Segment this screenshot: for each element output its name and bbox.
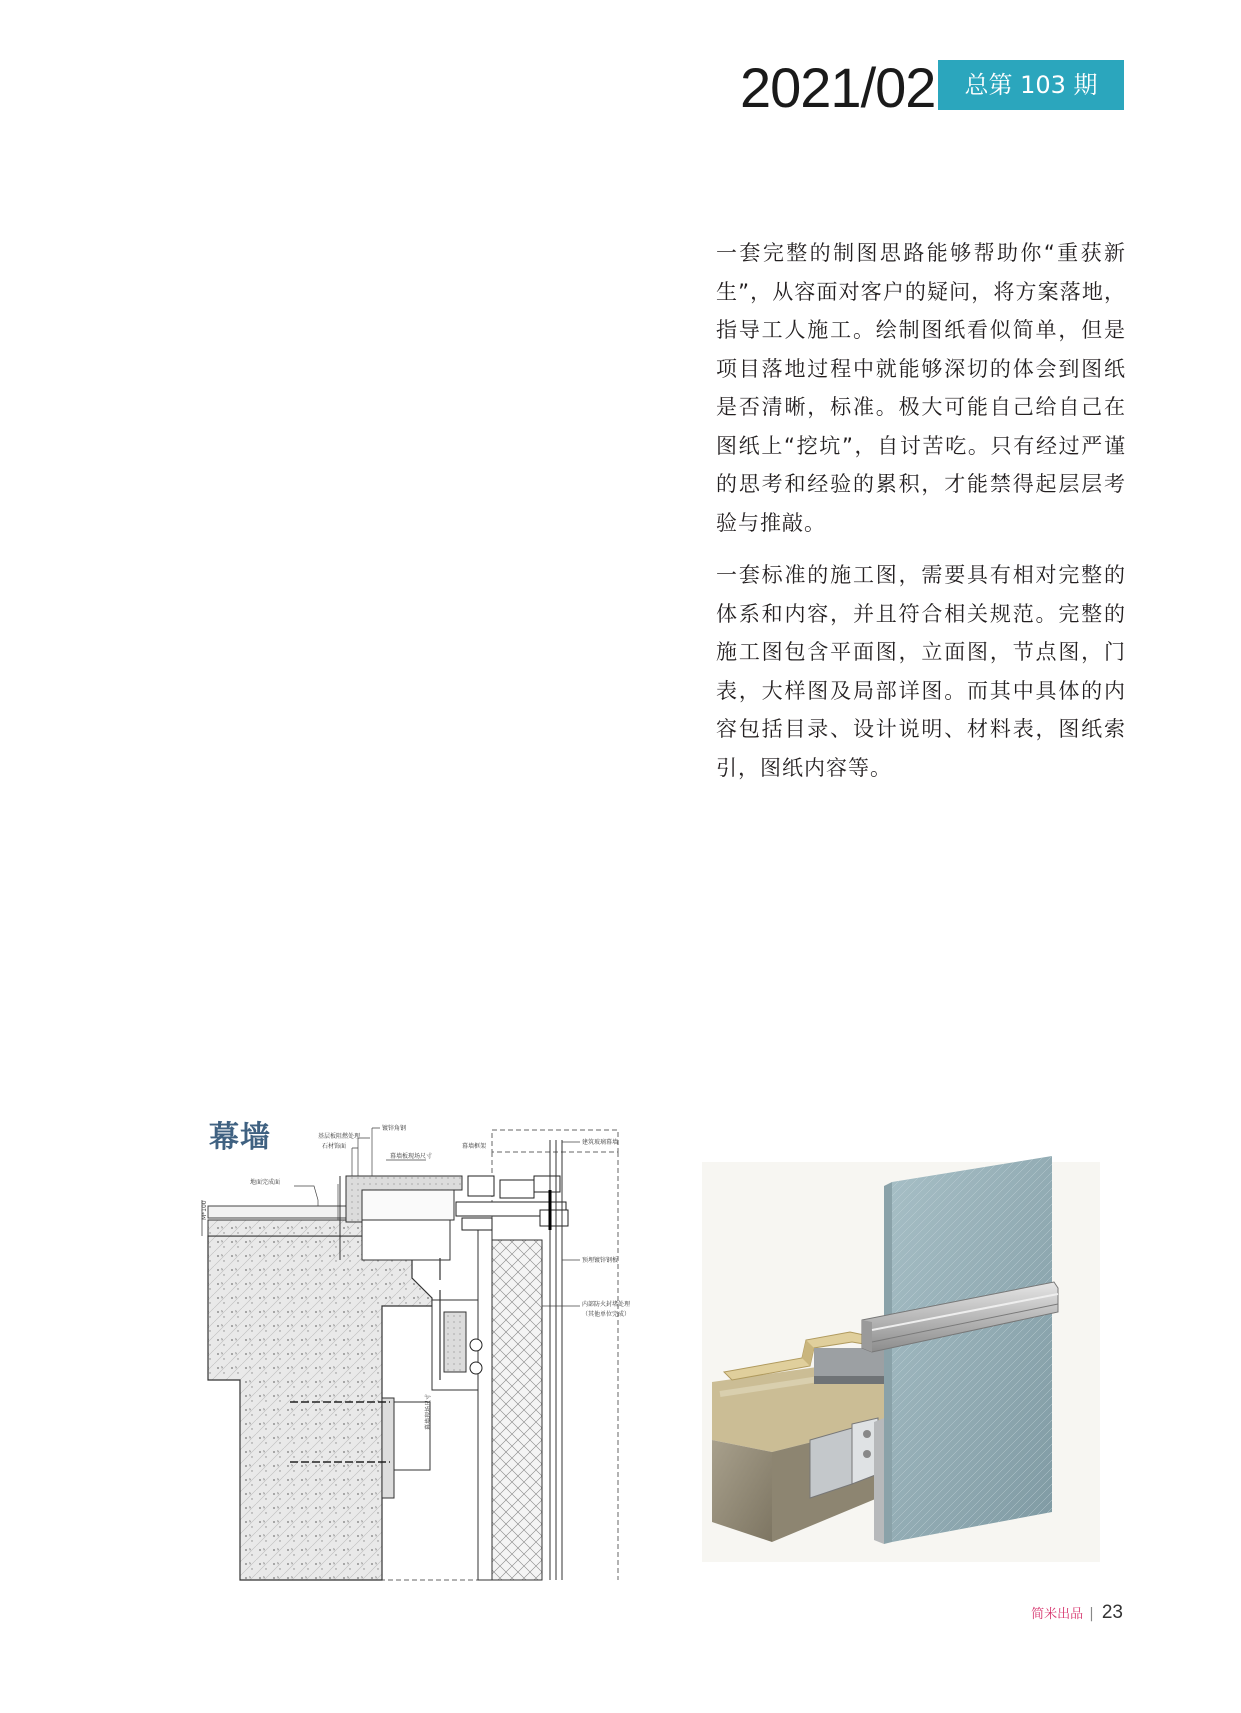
footer-brand: 简米出品 (1031, 1607, 1084, 1622)
intro-paragraph-2: 一套标准的施工图，需要具有相对完整的体系和内容，并且符合相关规范。完整的施工图包含平面图，立面图，节点图，门表，大样图及局部详图。而其中具体的内容包括目录、设计说明、材料表，图纸索引，图纸内容等。 (716, 563, 1126, 780)
cad-label-4: 幕墙板现场尺寸 (390, 1153, 433, 1160)
curtain-wall-section-drawing (200, 1125, 670, 1580)
issue-number-badge: 总第 103 期 (938, 60, 1124, 110)
cad-label-5: 幕墙框架 (462, 1143, 487, 1150)
cad-label-2: 基层板阻燃处理 (318, 1133, 361, 1140)
cad-label-1: 镀锌角钢 (382, 1125, 407, 1132)
issue-date: 2021/02 (740, 56, 936, 119)
intro-paragraph-1: 一套完整的制图思路能够帮助你“重获新生”，从容面对客户的疑问，将方案落地，指导工人施工。绘制图纸看似简单，但是项目落地过程中就能够深切的体会到图纸是否清晰，标准。极大可能自己给自己在图纸上“挖坑”，自讨苦吃。只有经过严谨的思考和经验的累积，才能禁得起层层考验与推敲。 (716, 241, 1126, 535)
cad-label-9: 预埋镀锌钢板 (582, 1257, 619, 1264)
page-footer (1031, 1602, 1123, 1624)
cad-label-6: 建筑玻璃幕墙 (582, 1139, 619, 1146)
cad-label-dim: M*100 (201, 1200, 208, 1220)
page-number: 23 (1101, 1602, 1123, 1623)
cad-label-7: 地面完成面 (250, 1179, 281, 1186)
curtain-wall-3d-render (702, 1162, 1100, 1562)
cad-label-11: （其他单位完成） (582, 1311, 631, 1318)
section-title: 幕墙 (209, 1120, 271, 1155)
footer-separator: | (1089, 1606, 1094, 1622)
cad-label-8: 幕墙现场尺寸 (425, 1393, 432, 1430)
intro-text (716, 234, 1126, 801)
cad-label-3: 石材饰面 (322, 1143, 347, 1150)
cad-label-10: 内部防火封堵处理 (582, 1301, 631, 1308)
